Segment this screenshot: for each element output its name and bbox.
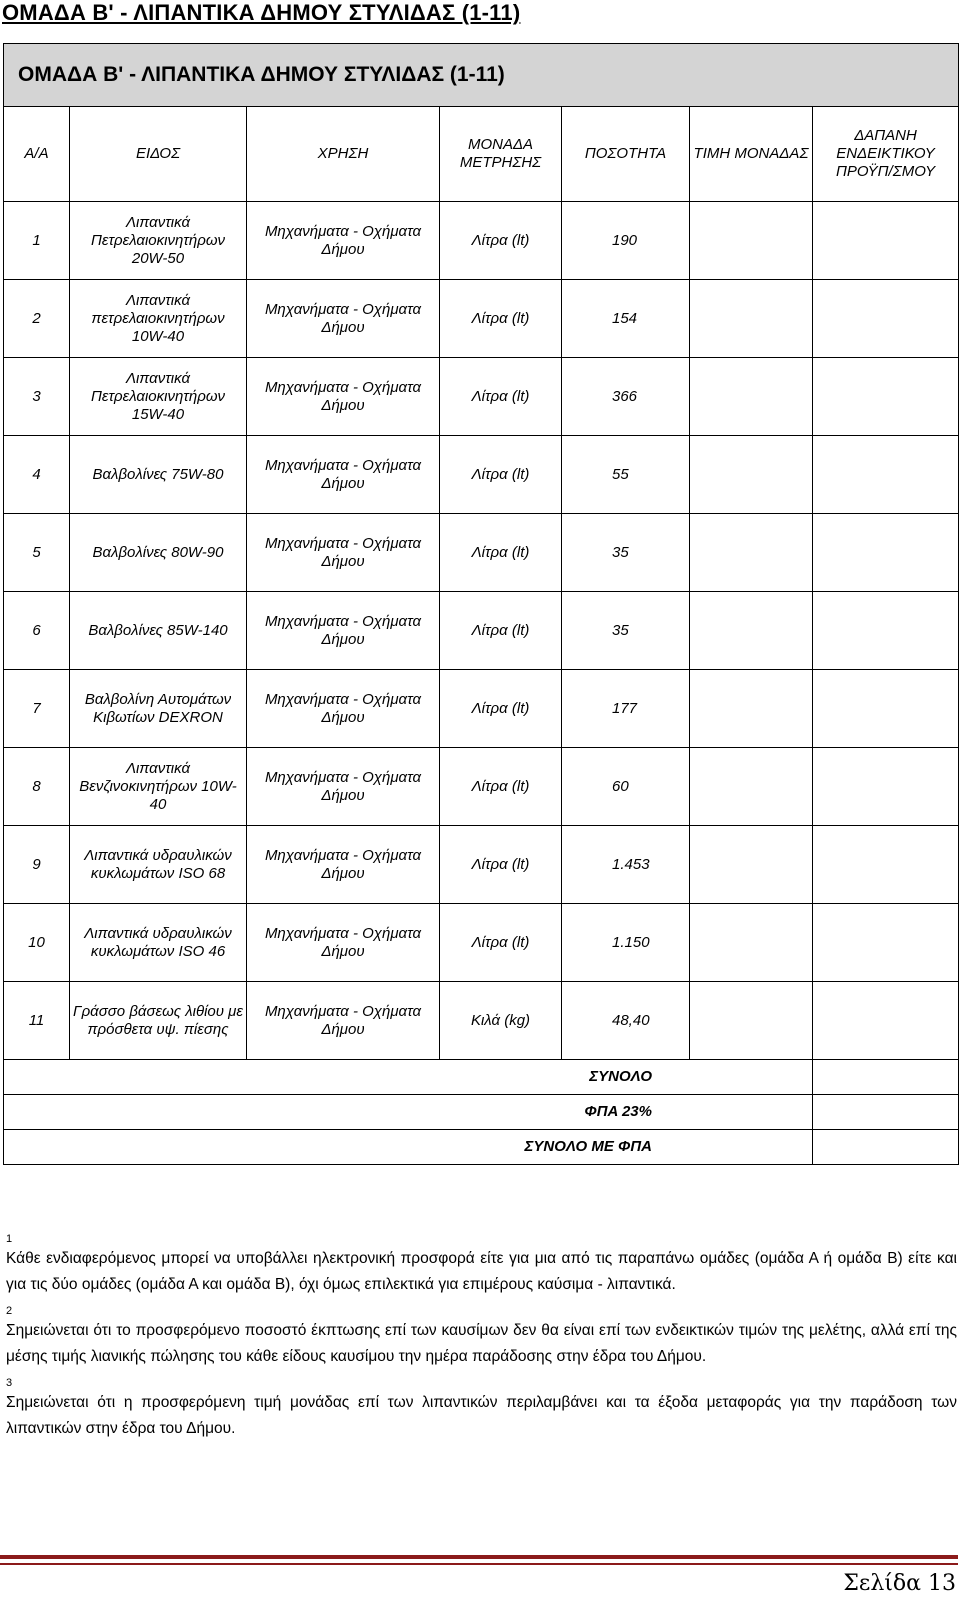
cell-unit: Κιλά (kg) <box>440 982 562 1060</box>
cell-no: 1 <box>4 202 70 280</box>
lubricants-table <box>3 43 959 1165</box>
cell-item: Βαλβολίνες 85W-140 <box>70 592 247 670</box>
table-title: ΟΜΑΔΑ Β' - ΛΙΠΑΝΤΙΚΑ ΔΗΜΟΥ ΣΤΥΛΙΔΑΣ (1-11) <box>4 44 959 107</box>
cell-item: Λιπαντικά Πετρελαιοκινητήρων 20W-50 <box>70 202 247 280</box>
totals-label: ΦΠΑ 23% <box>4 1095 813 1130</box>
cell-item: Γράσσο βάσεως λιθίου με πρόσθετα υψ. πίεσης <box>70 982 247 1060</box>
cell-unit: Λίτρα (lt) <box>440 748 562 826</box>
cell-qty: 55 <box>562 436 690 514</box>
cell-price <box>690 748 813 826</box>
cell-no: 5 <box>4 514 70 592</box>
cell-item: Λιπαντικά πετρελαιοκινητήρων 10W-40 <box>70 280 247 358</box>
footnote <box>6 1377 957 1442</box>
cell-cost <box>813 202 959 280</box>
cell-use: Μηχανήματα - Οχήματα Δήμου <box>247 592 440 670</box>
cell-qty: 154 <box>562 280 690 358</box>
table-row <box>4 358 959 436</box>
totals-value <box>813 1130 959 1165</box>
column-header: ΕΙΔΟΣ <box>70 107 247 202</box>
column-header: ΧΡΗΣΗ <box>247 107 440 202</box>
cell-unit: Λίτρα (lt) <box>440 280 562 358</box>
table-row <box>4 436 959 514</box>
table-row <box>4 670 959 748</box>
cell-item: Βαλβολίνες 80W-90 <box>70 514 247 592</box>
cell-unit: Λίτρα (lt) <box>440 826 562 904</box>
cell-unit: Λίτρα (lt) <box>440 904 562 982</box>
footnote-mark: 1 <box>6 1233 13 1245</box>
cell-no: 4 <box>4 436 70 514</box>
table-row <box>4 514 959 592</box>
totals-row <box>4 1095 959 1130</box>
footnotes <box>6 1233 957 1454</box>
cell-price <box>690 982 813 1060</box>
cell-no: 3 <box>4 358 70 436</box>
cell-item: Λιπαντικά Βενζινοκινητήρων 10W-40 <box>70 748 247 826</box>
cell-cost <box>813 670 959 748</box>
cell-use: Μηχανήματα - Οχήματα Δήμου <box>247 982 440 1060</box>
cell-item: Βαλβολίνη Αυτομάτων Κιβωτίων DEXRON <box>70 670 247 748</box>
column-header: ΤΙΜΗ ΜΟΝΑΔΑΣ <box>690 107 813 202</box>
cell-qty: 1.453 <box>562 826 690 904</box>
totals-label: ΣΥΝΟΛΟ <box>4 1060 813 1095</box>
cell-unit: Λίτρα (lt) <box>440 202 562 280</box>
cell-qty: 60 <box>562 748 690 826</box>
cell-no: 2 <box>4 280 70 358</box>
footer-rule-thin <box>0 1563 958 1565</box>
cell-price <box>690 826 813 904</box>
cell-unit: Λίτρα (lt) <box>440 358 562 436</box>
cell-cost <box>813 982 959 1060</box>
footnote <box>6 1233 957 1298</box>
footnote-mark: 3 <box>6 1377 13 1389</box>
column-header: ΠΟΣΟΤΗΤΑ <box>562 107 690 202</box>
cell-qty: 35 <box>562 514 690 592</box>
totals-row <box>4 1060 959 1095</box>
cell-price <box>690 202 813 280</box>
cell-cost <box>813 592 959 670</box>
cell-item: Λιπαντικά υδραυλικών κυκλωμάτων ISO 46 <box>70 904 247 982</box>
cell-price <box>690 358 813 436</box>
cell-no: 11 <box>4 982 70 1060</box>
column-header: Α/Α <box>4 107 70 202</box>
cell-cost <box>813 904 959 982</box>
cell-cost <box>813 826 959 904</box>
totals-value <box>813 1095 959 1130</box>
totals-label: ΣΥΝΟΛΟ ΜΕ ΦΠΑ <box>4 1130 813 1165</box>
footnote-text: Κάθε ενδιαφερόμενος μπορεί να υποβάλλει ηλεκτρονική προσφορά είτε για μια από τις παραπάνω ομάδες (ομάδα Α ή ομάδα Β) είτε και για τις δύο ομάδες (ομάδα Α και ομάδα Β), όχι όμως επιλεκτικά για επιμέρους καύσιμα - λιπαντικά. <box>6 1250 957 1293</box>
cell-cost <box>813 280 959 358</box>
totals-value <box>813 1060 959 1095</box>
cell-price <box>690 436 813 514</box>
table-row <box>4 280 959 358</box>
cell-use: Μηχανήματα - Οχήματα Δήμου <box>247 436 440 514</box>
footnote-text: Σημειώνεται ότι το προσφερόμενο ποσοστό έκπτωσης επί των καυσίμων δεν θα είναι επί των ενδεικτικών τιμών της μελέτης, αλλά επί της μέσης τιμής λιανικής πώλησης του κάθε είδους καυσίμου την ημέρα παράδοσης στην έδρα του Δήμου. <box>6 1322 957 1365</box>
cell-no: 10 <box>4 904 70 982</box>
cell-item: Λιπαντικά υδραυλικών κυκλωμάτων ISO 68 <box>70 826 247 904</box>
cell-qty: 48,40 <box>562 982 690 1060</box>
cell-use: Μηχανήματα - Οχήματα Δήμου <box>247 826 440 904</box>
table-row <box>4 748 959 826</box>
footnote-mark: 2 <box>6 1305 13 1317</box>
cell-price <box>690 670 813 748</box>
cell-item: Βαλβολίνες 75W-80 <box>70 436 247 514</box>
cell-cost <box>813 514 959 592</box>
cell-price <box>690 280 813 358</box>
cell-qty: 1.150 <box>562 904 690 982</box>
table-row <box>4 826 959 904</box>
cell-no: 8 <box>4 748 70 826</box>
cell-use: Μηχανήματα - Οχήματα Δήμου <box>247 514 440 592</box>
table-row <box>4 982 959 1060</box>
cell-use: Μηχανήματα - Οχήματα Δήμου <box>247 280 440 358</box>
cell-price <box>690 904 813 982</box>
cell-unit: Λίτρα (lt) <box>440 670 562 748</box>
cell-use: Μηχανήματα - Οχήματα Δήμου <box>247 748 440 826</box>
table-row <box>4 904 959 982</box>
cell-use: Μηχανήματα - Οχήματα Δήμου <box>247 904 440 982</box>
cell-no: 7 <box>4 670 70 748</box>
cell-price <box>690 592 813 670</box>
cell-no: 9 <box>4 826 70 904</box>
cell-cost <box>813 358 959 436</box>
totals-row <box>4 1130 959 1165</box>
cell-no: 6 <box>4 592 70 670</box>
table-row <box>4 592 959 670</box>
cell-cost <box>813 748 959 826</box>
column-header: ΔΑΠΑΝΗ ΕΝΔΕΙΚΤΙΚΟΥ ΠΡΟΫΠ/ΣΜΟΥ <box>813 107 959 202</box>
cell-price <box>690 514 813 592</box>
cell-unit: Λίτρα (lt) <box>440 514 562 592</box>
footnote-text: Σημειώνεται ότι η προσφερόμενη τιμή μονάδας επί των λιπαντικών περιλαμβάνει και τα έξοδα μεταφοράς για την παράδοση των λιπαντικών στην έδρα του Δήμου. <box>6 1394 957 1437</box>
footer-rule-thick <box>0 1555 958 1559</box>
page-number: Σελίδα 13 <box>843 1571 956 1596</box>
page-title: ΟΜΑΔΑ Β' - ΛΙΠΑΝΤΙΚΑ ΔΗΜΟΥ ΣΤΥΛΙΔΑΣ (1-11) <box>2 0 521 25</box>
cell-use: Μηχανήματα - Οχήματα Δήμου <box>247 670 440 748</box>
footnote <box>6 1305 957 1370</box>
cell-qty: 177 <box>562 670 690 748</box>
table-row <box>4 202 959 280</box>
cell-unit: Λίτρα (lt) <box>440 436 562 514</box>
cell-cost <box>813 436 959 514</box>
cell-qty: 366 <box>562 358 690 436</box>
cell-use: Μηχανήματα - Οχήματα Δήμου <box>247 202 440 280</box>
cell-qty: 190 <box>562 202 690 280</box>
cell-item: Λιπαντικά Πετρελαιοκινητήρων 15W-40 <box>70 358 247 436</box>
cell-qty: 35 <box>562 592 690 670</box>
cell-use: Μηχανήματα - Οχήματα Δήμου <box>247 358 440 436</box>
column-header: ΜΟΝΑΔΑ ΜΕΤΡΗΣΗΣ <box>440 107 562 202</box>
cell-unit: Λίτρα (lt) <box>440 592 562 670</box>
